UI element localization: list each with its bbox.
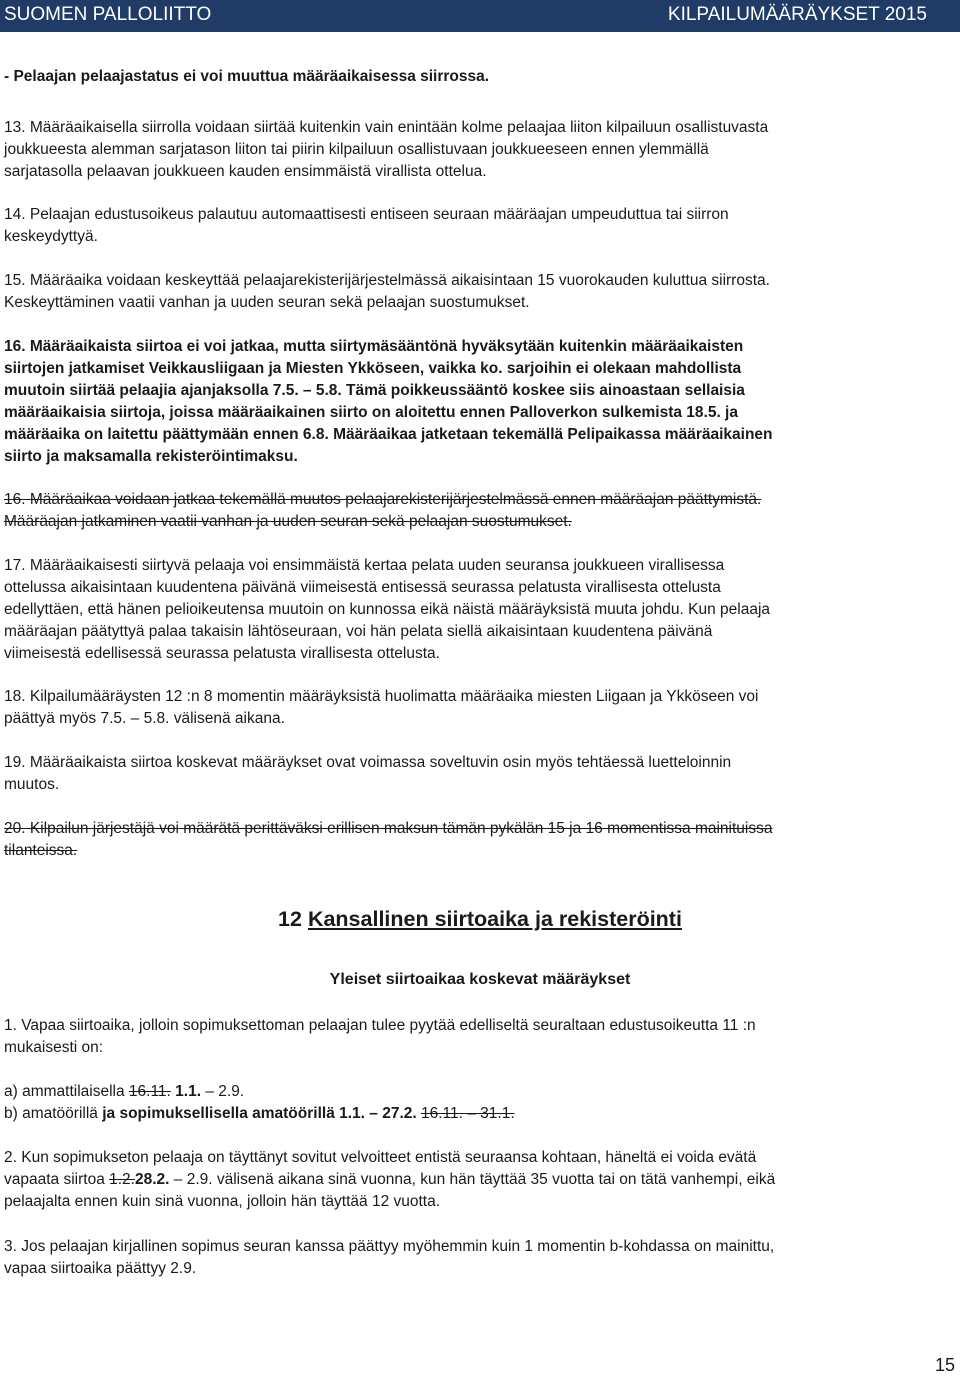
paragraph-20-deleted <box>4 818 954 862</box>
page-header <box>0 0 960 32</box>
bold-date: 28.2. <box>134 1171 170 1188</box>
paragraph-line: sarjatasolla pelaavan joukkueen kauden ensimmäistä virallista ottelua. <box>4 163 487 180</box>
paragraph-line: määräaikaisia siirtoja, joissa määräaikainen siirto on aloitettu ennen Palloverkon sulkemista 18.5. ja <box>4 404 738 421</box>
struck-date: 16.11. <box>128 1083 171 1100</box>
paragraph-line: 15. Määräaika voidaan keskeyttää pelaajarekisterijärjestelmässä aikaisintaan 15 vuorokauden kuluttua siirrosta. <box>4 272 770 289</box>
paragraph-line: 14. Pelaajan edustusoikeus palautuu automaattisesti entiseen seuraan määräajan umpeuduttua tai siirron <box>4 206 729 223</box>
paragraph-line: joukkueesta alemman sarjatason liiton tai piirin kilpailuun osallistuvaan joukkueeseen ennen ylemmällä <box>4 141 709 158</box>
paragraph-line: Keskeyttäminen vaatii vanhan ja uuden seuran sekä pelaajan suostumukset. <box>4 294 530 311</box>
paragraph-line: 16. Määräaikaista siirtoa ei voi jatkaa, mutta siirtymäsääntönä hyväksytään kuitenkin määräaikaisten <box>4 338 744 355</box>
paragraph-line: päättyä myös 7.5. – 5.8. välisenä aikana. <box>4 710 285 727</box>
list-item-b <box>4 1103 954 1125</box>
paragraph-line: siirto ja maksamalla rekisteröintimaksu. <box>4 448 298 465</box>
paragraph-line: muutos. <box>4 776 60 793</box>
section-number: 12 <box>278 907 302 931</box>
paragraph-line: 1. Vapaa siirtoaika, jolloin sopimuksettoman pelaajan tulee pyytää edelliseltä seuraltaan edustusoikeutta 11 :n <box>4 1017 756 1034</box>
item-text: – 2.9. välisenä aikana sinä vuonna, kun hän täyttää 35 vuotta tai on tätä vanhempi, eikä <box>169 1171 776 1188</box>
rule-2 <box>4 1147 954 1213</box>
paragraph-17 <box>4 555 954 665</box>
struck-date: 1.2. <box>109 1171 135 1188</box>
header-org: SUOMEN PALLOLIITTO <box>4 4 212 25</box>
bold-date: 1.1. <box>170 1083 202 1100</box>
paragraph-15 <box>4 270 954 314</box>
paragraph-16-deleted <box>4 489 954 533</box>
paragraph-line: ottelussa aikaisintaan kuudentena päivänä viimeisestä entisessä seurassa pelatusta virallisesta ottelusta <box>4 579 721 596</box>
paragraph-16 <box>4 336 954 468</box>
list-item-a <box>4 1081 954 1103</box>
paragraph-14 <box>4 204 954 248</box>
paragraph-line: viimeisestä edellisessä seurassa pelatusta virallisesta ottelusta. <box>4 645 440 662</box>
paragraph-line: muutoin siirtää pelaajia ajanjaksolla 7.5. – 5.8. Tämä poikkeussääntö koskee siis ainoastaan sellaisia <box>4 382 745 399</box>
item-text: vapaata siirtoa <box>4 1171 110 1188</box>
paragraph-line: keskeydyttyä. <box>4 228 98 245</box>
paragraph-line: 18. Kilpailumääräysten 12 :n 8 momentin määräyksistä huolimatta määräaika miesten Liigaan ja Ykköseen voi <box>4 688 759 705</box>
paragraph-line: 3. Jos pelaajan kirjallinen sopimus seuran kanssa päättyy myöhemmin kuin 1 momentin b-kohdassa on mainittu, <box>4 1238 775 1255</box>
paragraph-line: mukaisesti on: <box>4 1039 104 1056</box>
subheading: Yleiset siirtoaikaa koskevat määräykset <box>329 971 631 988</box>
paragraph-line: edellyttäen, että hänen pelioikeutensa muutoin on kunnossa eikä näistä määräyksistä muuta johdu. Kun pelaaja <box>4 601 771 618</box>
paragraph-19 <box>4 752 954 796</box>
item-text: a) ammattilaisella <box>4 1083 129 1100</box>
paragraph-line: määräaika on laitettu päättymään ennen 6.8. Määräaikaa jatketaan tekemällä Pelipaikassa määräaikainen <box>4 426 773 443</box>
item-text: b) amatöörillä <box>4 1105 103 1122</box>
paragraph-line: siirtojen jatkamiset Veikkausliigaan ja Miesten Ykköseen, vaikka ko. sarjoihin ei olekaan mahdollista <box>4 360 742 377</box>
struck-line: 16. Määräaikaa voidaan jatkaa tekemällä muutos pelaajarekisterijärjestelmässä ennen määräajan päättymistä. <box>4 491 762 508</box>
struck-line: Määräajan jatkaminen vaatii vanhan ja uuden seuran sekä pelaajan suostumukset. <box>4 513 572 530</box>
rule-3 <box>4 1236 954 1280</box>
paragraph-line: 2. Kun sopimukseton pelaaja on täyttänyt sovitut velvoitteet entistä seuraansa kohtaan, häneltä ei voida evätä <box>4 1149 757 1166</box>
paragraph-line: 17. Määräaikaisesti siirtyvä pelaaja voi ensimmäistä kertaa pelata uuden seuransa joukkueen virallisessa <box>4 557 725 574</box>
paragraph-13 <box>4 117 954 183</box>
paragraph-18 <box>4 686 954 730</box>
struck-line: 20. Kilpailun järjestäjä voi määrätä perittäväksi erillisen maksun tämän pykälän 15 ja 16 momentissa mainituissa <box>4 820 773 837</box>
section-heading <box>0 907 960 932</box>
rule-1 <box>4 1015 954 1059</box>
paragraph-line: 13. Määräaikaisella siirrolla voidaan siirtää kuitenkin vain enintään kolme pelaajaa liiton kilpailuun osallistuvasta <box>4 119 769 136</box>
section-title: Kansallinen siirtoaika ja rekisteröinti <box>307 907 682 931</box>
paragraph-line: vapaa siirtoaika päättyy 2.9. <box>4 1260 197 1277</box>
paragraph-line <box>4 1169 954 1191</box>
item-text: – 2.9. <box>201 1083 245 1100</box>
page-number: 15 <box>934 1355 955 1375</box>
paragraph-line: pelaajalta ennen kuin sinä vuonna, jolloin hän täyttää 12 vuotta. <box>4 1193 441 1210</box>
struck-date: 16.11. – 31.1. <box>421 1105 515 1122</box>
paragraph-line: määräajan päätyttyä palaa takaisin lähtöseuraan, voi hän pelata siellä aikaisintaan kuudentena päivänä <box>4 623 713 640</box>
struck-line: tilanteissa. <box>4 842 78 859</box>
bold-text: ja sopimuksellisella amatöörillä 1.1. – 27.2. <box>102 1105 417 1122</box>
rule-1-items <box>4 1081 954 1125</box>
header-doc-title: KILPAILUMÄÄRÄYKSET 2015 <box>667 4 927 25</box>
paragraph-line: 19. Määräaikaista siirtoa koskevat määräykset ovat voimassa soveltuvin osin myös tehtäessä luetteloinnin <box>4 754 732 771</box>
player-status-note: - Pelaajan pelaajastatus ei voi muuttua määräaikaisessa siirrossa. <box>4 68 490 85</box>
